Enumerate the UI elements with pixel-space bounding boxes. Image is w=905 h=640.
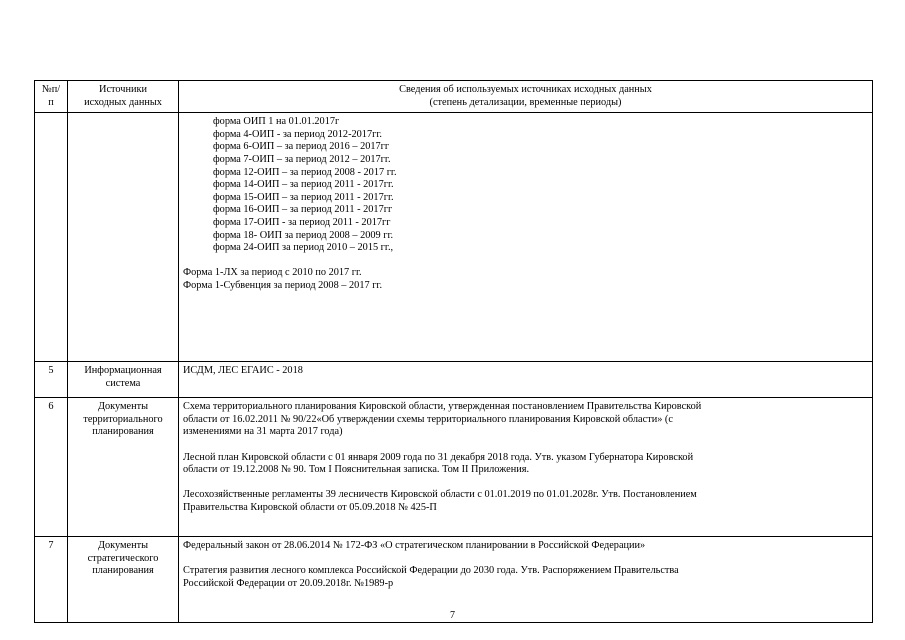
- row-forms-number: [35, 113, 68, 362]
- form-item: форма 17-ОИП - за период 2011 - 2017гг: [213, 216, 391, 228]
- table-row-5: [35, 362, 873, 398]
- federal-law-paragraph: Федеральный закон от 28.06.2014 № 172-ФЗ «О стратегическом планировании в Российской Федерации»: [183, 540, 646, 552]
- form-item: форма 14-ОИП – за период 2011 - 2017гг.: [213, 179, 394, 191]
- forest-strategy-paragraph: Стратегия развития лесного комплекса Российской Федерации до 2030 года. Утв. Распоряжением Правительства Российской Федерации от 20.09.2018г. №1989-р: [183, 565, 679, 589]
- form-1-subvention: Форма 1-Субвенция за период 2008 – 2017 гг.: [183, 279, 383, 291]
- form-item: форма 24-ОИП за период 2010 – 2015 гг.,: [213, 242, 394, 254]
- row-7-source: Документы стратегического планирования: [68, 537, 179, 623]
- form-item: форма ОИП 1 на 01.01.2017г: [213, 116, 340, 128]
- territorial-scheme-paragraph: Схема территориального планирования Кировской области, утвержденная постановлением Правительства Кировской области от 16.02.2011 № 90/22«Об утверждении схемы территориального планирования Кировской области» (с изменениями на 31 марта 2017 года): [183, 401, 702, 438]
- table-header-row: [35, 81, 873, 113]
- form-1lh: Форма 1-ЛХ за период с 2010 по 2017 гг.: [183, 267, 362, 279]
- row-forms-source: [68, 113, 179, 362]
- form-item: форма 15-ОИП – за период 2011 - 2017гг.: [213, 191, 394, 203]
- row-6-number: 6: [35, 398, 68, 537]
- row-5-details: ИСДМ, ЛЕС ЕГАИС - 2018: [179, 362, 873, 398]
- form-item: форма 6-ОИП – за период 2016 – 2017гг: [213, 141, 390, 153]
- form-item: форма 18- ОИП за период 2008 – 2009 гг.: [213, 229, 394, 241]
- row-5-source: Информационная система: [68, 362, 179, 398]
- header-sources: Источники исходных данных: [68, 81, 179, 113]
- header-number: №п/ п: [35, 81, 68, 113]
- row-6-details: [179, 398, 873, 537]
- row-6-source: Документы территориального планирования: [68, 398, 179, 537]
- sources-table: [34, 80, 873, 623]
- form-item: форма 16-ОИП – за период 2011 - 2017гг: [213, 204, 393, 216]
- header-details: Сведения об используемых источниках исходных данных (степень детализации, временные периоды): [179, 81, 873, 113]
- form-item: форма 4-ОИП - за период 2012-2017гг.: [213, 128, 382, 140]
- row-forms-details: [179, 113, 873, 362]
- row-5-number: 5: [35, 362, 68, 398]
- page-number: 7: [450, 610, 455, 621]
- form-item: форма 12-ОИП – за период 2008 - 2017 гг.: [213, 166, 397, 178]
- row-7-number: 7: [35, 537, 68, 623]
- forms-list: [183, 116, 868, 255]
- form-item: форма 7-ОИП – за период 2012 – 2017гг.: [213, 153, 391, 165]
- table-row-6: [35, 398, 873, 537]
- forestry-regulations-paragraph: Лесохозяйственные регламенты 39 лесничеств Кировской области с 01.01.2019 по 01.01.2028г. Утв. Постановлением Правительства Кировской области от 05.09.2018 № 425-П: [183, 489, 697, 513]
- table-row-forms: [35, 113, 873, 362]
- forest-plan-paragraph: Лесной план Кировской области с 01 января 2009 года по 31 декабря 2018 года. Утв. указом Губернатора Кировской области от 19.12.2008 № 90. Том I Пояснительная записка. Том II Приложения.: [183, 451, 694, 476]
